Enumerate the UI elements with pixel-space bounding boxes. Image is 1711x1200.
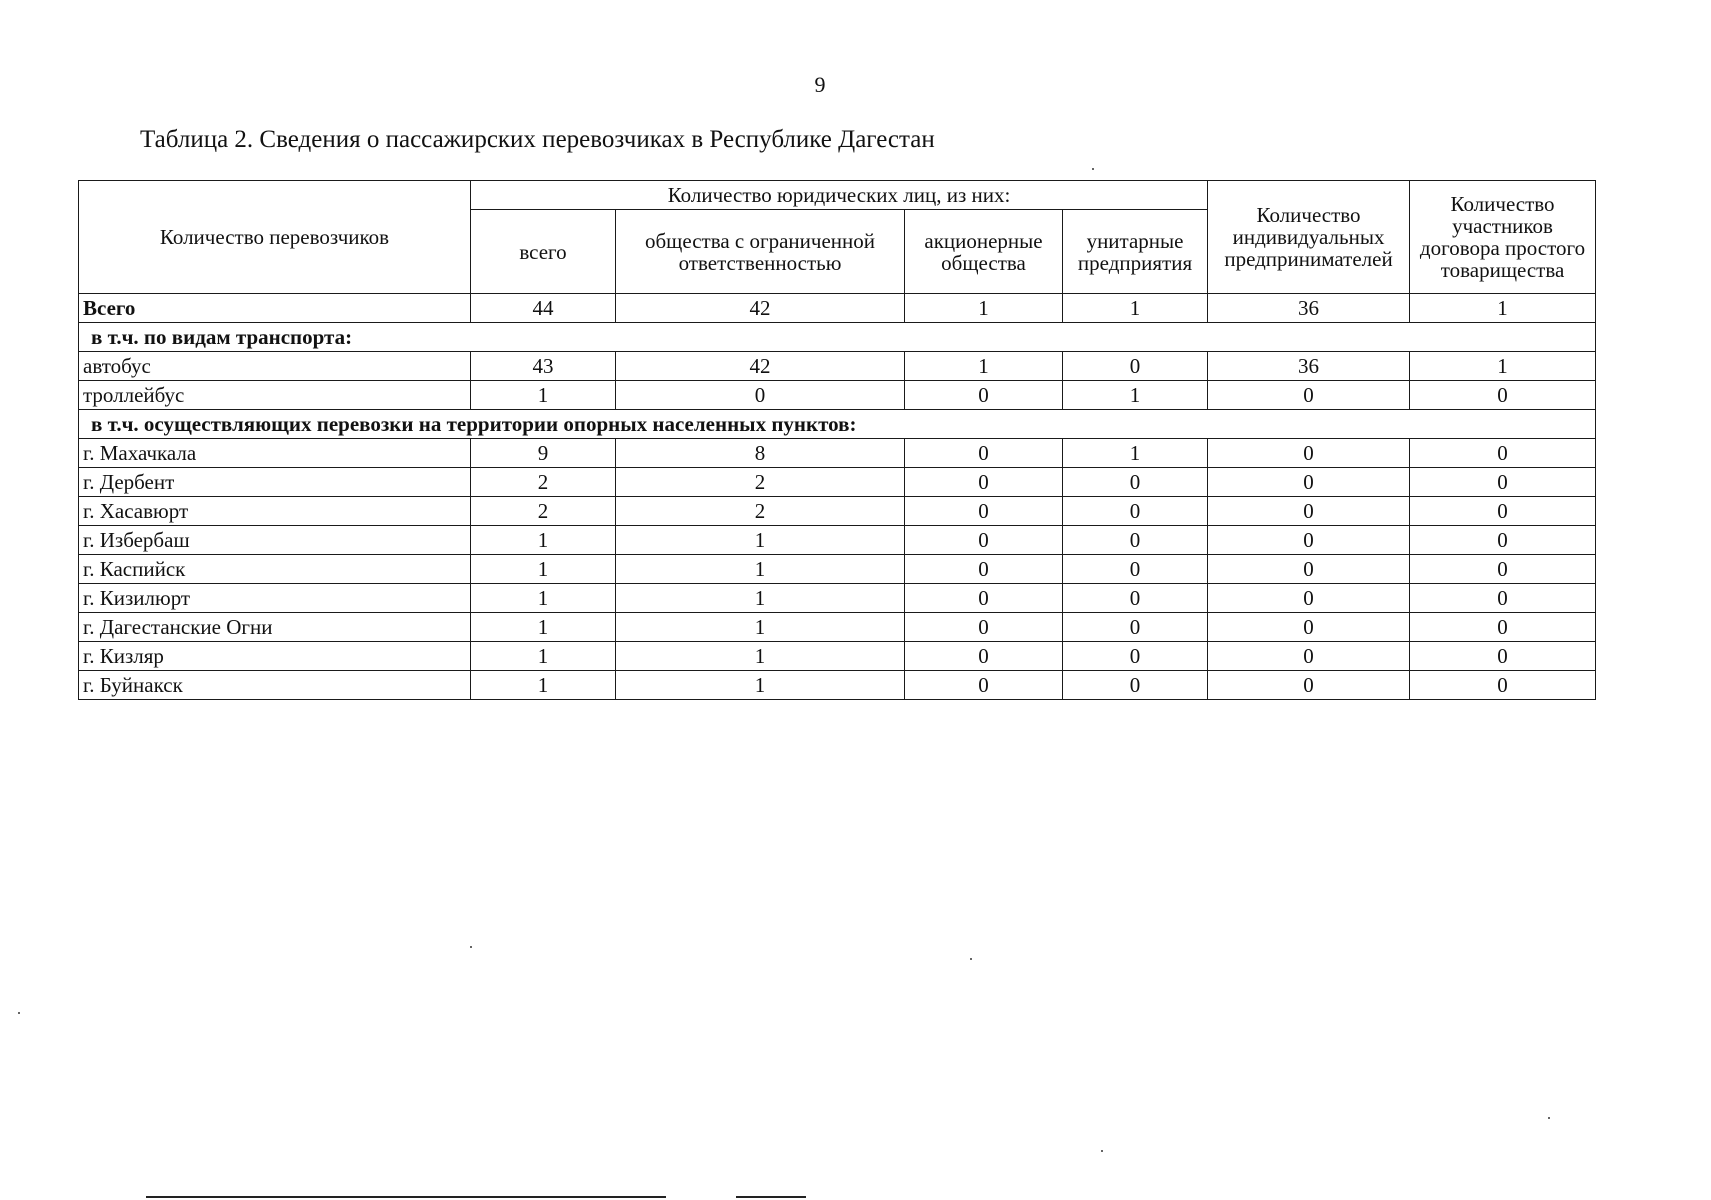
cell-value: 1 [1063,381,1208,410]
cell-value: 2 [471,497,616,526]
cell-value: 2 [616,497,905,526]
footer-rule [146,1196,666,1198]
cell-value: 0 [616,381,905,410]
cell-value: 36 [1208,352,1410,381]
section-label: в т.ч. по видам транспорта: [79,323,1596,352]
cell-value: 1 [616,526,905,555]
cell-value: 0 [1410,439,1596,468]
cell-value: 0 [905,671,1063,700]
table-title: Таблица 2. Сведения о пассажирских перевозчиках в Республике Дагестан [140,126,935,153]
cell-value: 0 [905,555,1063,584]
cell-value: 1 [616,555,905,584]
table-row [79,497,1596,526]
cell-value: 43 [471,352,616,381]
cell-value: 36 [1208,294,1410,323]
cell-value: 0 [1208,468,1410,497]
row-label: г. Кизилюрт [79,584,471,613]
cell-value: 0 [1063,468,1208,497]
cell-value: 1 [1410,294,1596,323]
cell-value: 0 [905,526,1063,555]
scan-speck [1092,168,1094,170]
cell-value: 1 [616,671,905,700]
cell-value: 0 [1208,497,1410,526]
table-row [79,352,1596,381]
table-row-total [79,294,1596,323]
table-row [79,439,1596,468]
header-legal-entities: Количество юридических лиц, из них: [471,181,1208,210]
cell-value: 1 [1410,352,1596,381]
cell-value: 0 [1410,497,1596,526]
cell-value: 9 [471,439,616,468]
cell-value: 1 [1063,439,1208,468]
row-label: г. Буйнакск [79,671,471,700]
cell-value: 0 [1063,671,1208,700]
table-row [79,642,1596,671]
cell-value: 0 [1208,584,1410,613]
cell-value: 0 [905,642,1063,671]
cell-value: 0 [1063,642,1208,671]
scan-speck [970,958,972,960]
header-individual: Количество индивидуальных предпринимателей [1208,181,1410,294]
section-row-transport [79,323,1596,352]
cell-value: 0 [905,613,1063,642]
cell-value: 0 [1063,497,1208,526]
table-row [79,381,1596,410]
cell-value: 1 [616,613,905,642]
cell-value: 1 [471,381,616,410]
row-label: троллейбус [79,381,471,410]
row-label: г. Махачкала [79,439,471,468]
row-label: автобус [79,352,471,381]
cell-value: 0 [1208,381,1410,410]
cell-value: 1 [471,526,616,555]
cell-value: 0 [1410,381,1596,410]
cell-value: 0 [1410,584,1596,613]
cell-value: 0 [1063,526,1208,555]
table-body [79,294,1596,700]
table-row [79,468,1596,497]
cell-value: 0 [905,468,1063,497]
header-llc: общества с ограниченной ответственностью [616,210,905,294]
table-row [79,526,1596,555]
table-row [79,613,1596,642]
table-row [79,671,1596,700]
row-label: г. Дербент [79,468,471,497]
section-label: в т.ч. осуществляющих перевозки на территории опорных населенных пунктов: [79,410,1596,439]
cell-value: 1 [1063,294,1208,323]
cell-value: 1 [616,642,905,671]
page-number: 9 [814,72,826,97]
cell-value: 0 [1063,584,1208,613]
cell-value: 0 [1208,555,1410,584]
scan-speck [470,946,472,948]
cell-value: 42 [616,352,905,381]
cell-value: 0 [1063,613,1208,642]
footer-rule [736,1196,806,1198]
cell-value: 1 [471,642,616,671]
cell-value: 1 [471,584,616,613]
cell-value: 0 [905,584,1063,613]
cell-value: 0 [1063,352,1208,381]
row-label: г. Избербаш [79,526,471,555]
scan-speck [18,1012,20,1014]
header-partnership: Количество участников договора простого товарищества [1410,181,1596,294]
header-unitary: унитарные предприятия [1063,210,1208,294]
table-row [79,555,1596,584]
scan-speck [1548,1117,1550,1119]
cell-value: 44 [471,294,616,323]
cell-value: 0 [1410,555,1596,584]
header-jsc: акционерные общества [905,210,1063,294]
row-label: Всего [79,294,471,323]
cell-value: 0 [1208,642,1410,671]
cell-value: 42 [616,294,905,323]
cell-value: 1 [471,671,616,700]
cell-value: 0 [1410,468,1596,497]
cell-value: 0 [905,497,1063,526]
cell-value: 0 [905,381,1063,410]
header-total: всего [471,210,616,294]
row-label: г. Кизляр [79,642,471,671]
carriers-table [78,180,1596,700]
cell-value: 0 [1208,671,1410,700]
cell-value: 0 [1208,526,1410,555]
cell-value: 0 [905,439,1063,468]
row-label: г. Дагестанские Огни [79,613,471,642]
table-row [79,584,1596,613]
cell-value: 0 [1208,439,1410,468]
cell-value: 0 [1410,613,1596,642]
cell-value: 2 [471,468,616,497]
cell-value: 0 [1208,613,1410,642]
row-label: г. Хасавюрт [79,497,471,526]
header-carriers: Количество перевозчиков [79,181,471,294]
cell-value: 1 [905,352,1063,381]
cell-value: 0 [1063,555,1208,584]
cell-value: 1 [471,613,616,642]
cell-value: 0 [1410,642,1596,671]
cell-value: 0 [1410,526,1596,555]
cell-value: 2 [616,468,905,497]
scan-speck [1101,1150,1103,1152]
section-row-cities [79,410,1596,439]
cell-value: 0 [1410,671,1596,700]
row-label: г. Каспийск [79,555,471,584]
cell-value: 1 [616,584,905,613]
cell-value: 8 [616,439,905,468]
cell-value: 1 [905,294,1063,323]
cell-value: 1 [471,555,616,584]
